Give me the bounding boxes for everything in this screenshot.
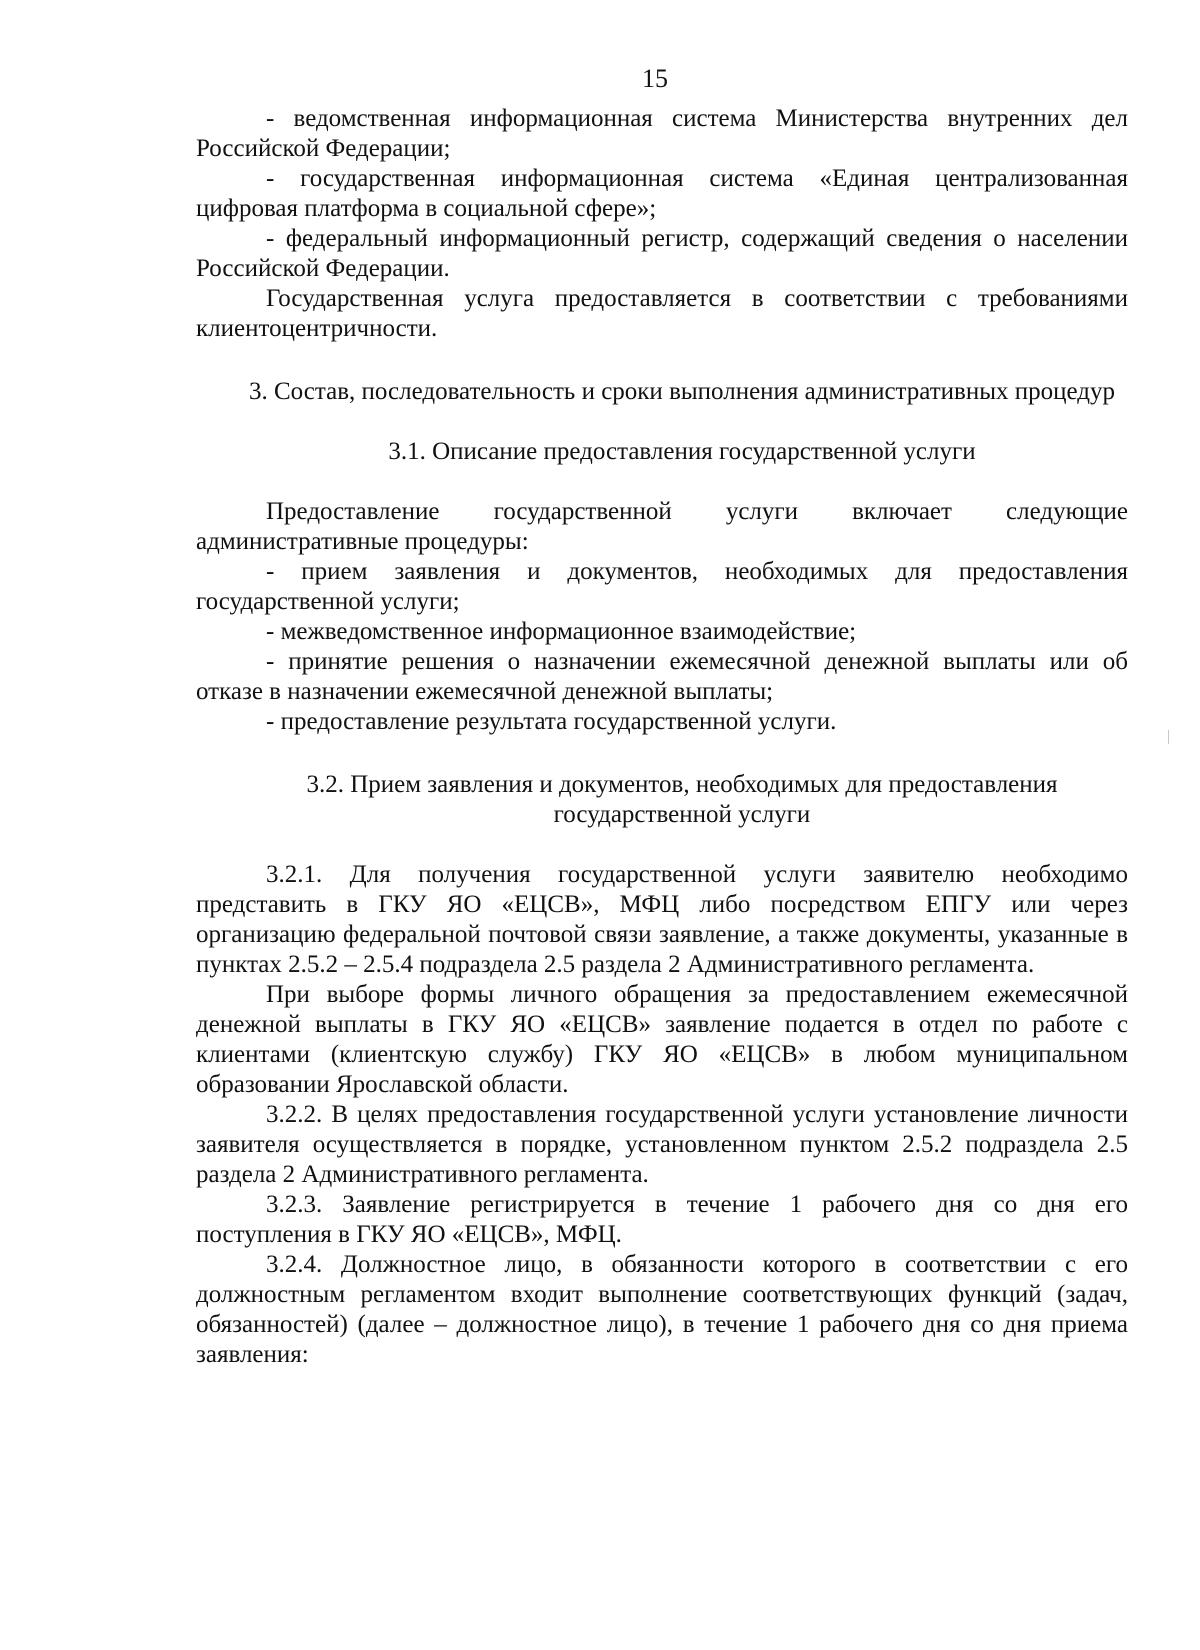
section-3-heading: 3. Состав, последовательность и сроки выполнения административных процедур <box>248 378 1115 405</box>
paragraph-personal-visit: При выборе формы личного обращения за предоставлением ежемесячной денежной выплаты в ГКУ ЯО «ЕЦСВ» заявление подается в отдел по работе с клиентами (клиентскую службу) ГКУ ЯО «ЕЦСВ» в любом муниципальном образовании Ярославской области. <box>196 981 1128 1098</box>
procedure-item-reception: - прием заявления и документов, необходимых для предоставления государственной услуги; <box>196 558 1128 615</box>
section-3-1-heading: 3.1. Описание предоставления государственной услуги <box>388 438 976 465</box>
paragraph-3-2-1: 3.2.1. Для получения государственной услуги заявителю необходимо представить в ГКУ ЯО «ЕЦСВ», МФЦ либо посредством ЕПГУ или через организацию федеральной почтовой связи заявление, а также документы, указанные в пунктах 2.5.2 – 2.5.4 подраздела 2.5 раздела 2 Административного регламента. <box>196 861 1128 978</box>
list-item-population-register: - федеральный информационный регистр, содержащий сведения о населении Российской Федерации. <box>196 225 1128 282</box>
spacer <box>196 467 1128 497</box>
list-item-mvd-system: - ведомственная информационная система Министерства внутренних дел Российской Федерации; <box>196 105 1128 162</box>
document-body <box>196 104 1128 1370</box>
list-item-social-platform: - государственная информационная система «Единая централизованная цифровая платформа в социальной сфере»; <box>196 165 1128 222</box>
paragraph-3-2-2: 3.2.2. В целях предоставления государственной услуги установление личности заявителя осуществляется в порядке, установленном пунктом 2.5.2 подраздела 2.5 раздела 2 Административного регламента. <box>196 1101 1128 1188</box>
procedure-item-decision: - принятие решения о назначении ежемесячной денежной выплаты или об отказе в назначении ежемесячной денежной выплаты; <box>196 648 1128 705</box>
client-centric-paragraph: Государственная услуга предоставляется в соответствии с требованиями клиентоцентричности. <box>196 285 1128 342</box>
spacer <box>196 344 1128 377</box>
spacer <box>196 407 1128 437</box>
section-3-2-heading: 3.2. Прием заявления и документов, необходимых для предоставления государственной услуги <box>306 771 1058 828</box>
spacer <box>196 737 1128 770</box>
section-3-1-lead: Предоставление государственной услуги включает следующие административные процедуры: <box>196 498 1128 555</box>
paragraph-3-2-4: 3.2.4. Должностное лицо, в обязанности которого в соответствии с его должностным регламентом входит выполнение соответствующих функций (задач, обязанностей) (далее – должностное лицо), в течение 1 рабочего дня со дня приема заявления: <box>196 1251 1128 1368</box>
scan-mark <box>1168 730 1169 744</box>
paragraph-3-2-3: 3.2.3. Заявление регистрируется в течение 1 рабочего дня со дня его поступления в ГКУ ЯО «ЕЦСВ», МФЦ. <box>196 1191 1128 1248</box>
page-number: 15 <box>642 64 668 93</box>
procedure-item-interaction: - межведомственное информационное взаимодействие; <box>266 618 857 645</box>
spacer <box>196 830 1128 860</box>
procedure-item-result: - предоставление результата государственной услуги. <box>266 708 837 735</box>
